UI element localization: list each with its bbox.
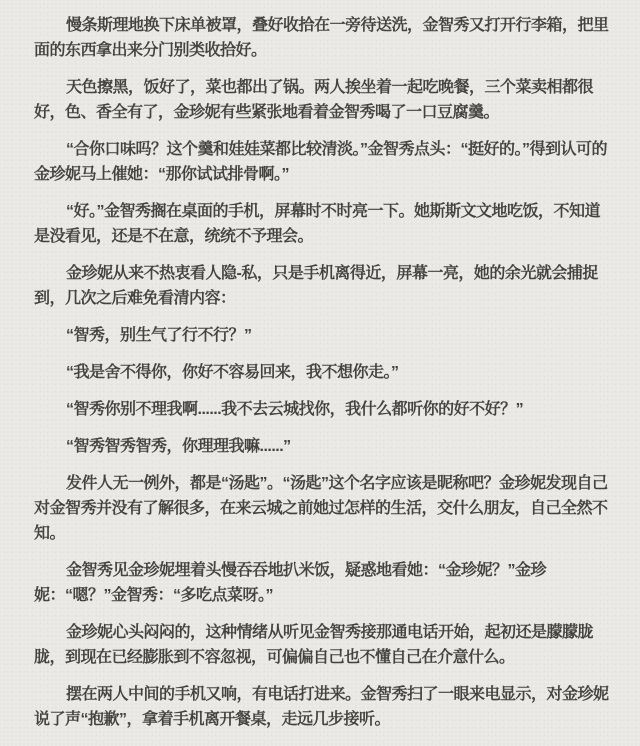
paragraph: “智秀智秀智秀，你理理我嘛......” (66, 438, 291, 455)
paragraph: “智秀你别不理我啊......我不去云城找你，我什么都听你的好不好？” (66, 401, 524, 418)
paragraph: 慢条斯理地换下床单被罩，叠好收拾在一旁待送洗，金智秀又打开行李箱，把里面的东西拿出来分门别类收拾好。 (34, 17, 609, 59)
paragraph: 天色擦黑，饭好了，菜也都出了锅。两人挨坐着一起吃晚餐，三个菜卖相都很好，色、香全有了，金珍妮有些紧张地看着金智秀喝了一口豆腐羹。 (34, 79, 594, 121)
paragraph: “智秀，别生气了行不行？” (66, 327, 252, 344)
paragraph: “我是舍不得你，你好不容易回来，我不想你走。” (66, 364, 399, 381)
paragraph: 发件人无一例外，都是“汤匙”。“汤匙”这个名字应该是昵称吧？金珍妮发现自己对金智秀并没有了解很多，在来云城之前她过怎样的生活，交什么朋友，自己全然不知。 (34, 475, 608, 542)
paragraph: 金珍妮心头闷闷的，这种情绪从听见金智秀接那通电话开始，起初还是朦朦胧胧，到现在已经膨胀到不容忽视，可偏偏自己也不懂自己在介意什么。 (34, 624, 594, 666)
paragraph: 摆在两人中间的手机又响，有电话打进来。金智秀扫了一眼来电显示，对金珍妮说了声“抱歉”，拿着手机离开餐桌，走远几步接听。 (34, 686, 609, 728)
paragraph: “合你口味吗？这个羹和娃娃菜都比较清淡。”金智秀点头：“挺好的。”得到认可的金珍妮马上催她：“那你试试排骨啊。” (34, 141, 608, 183)
paragraph: 金智秀见金珍妮埋着头慢吞吞地扒米饭，疑惑地看她：“金珍妮？”金珍妮：“嗯？”金智秀：“多吃点菜呀。” (34, 562, 547, 604)
paragraph: “好。”金智秀搁在桌面的手机，屏幕时不时亮一下。她斯斯文文地吃饭，不知道是没看见，还是不在意，统统不予理会。 (34, 203, 601, 245)
paragraph: 金珍妮从来不热衷看人隐-私，只是手机离得近，屏幕一亮，她的余光就会捕捉到，几次之后难免看清内容： (34, 265, 598, 307)
